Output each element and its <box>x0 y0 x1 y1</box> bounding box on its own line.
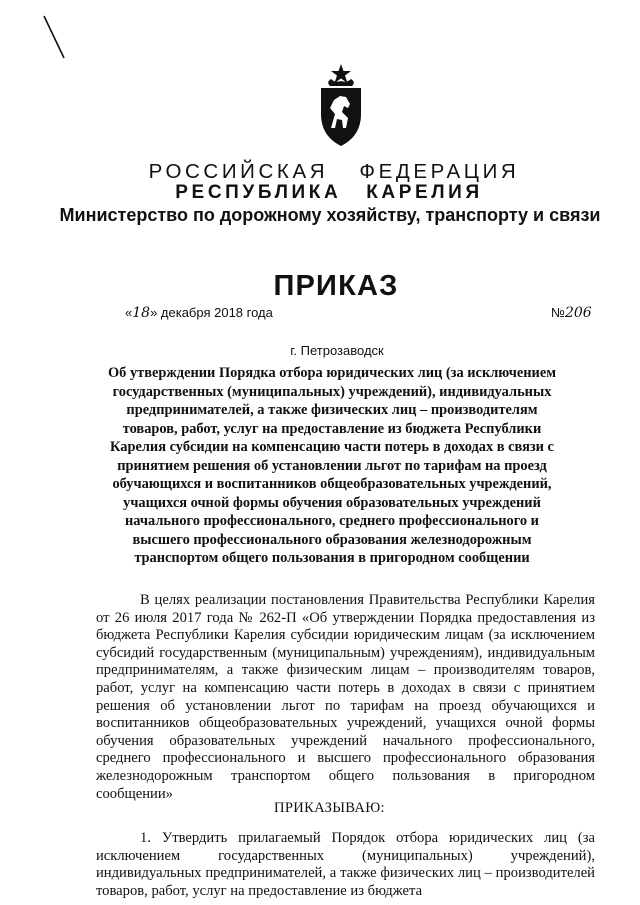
preamble-text <box>96 592 595 803</box>
ministry-heading: Министерство по дорожному хозяйству, транспорту и связи <box>59 205 601 225</box>
republic-heading: РЕСПУБЛИКА КАРЕЛИЯ <box>175 182 483 203</box>
document-number: №206 <box>551 305 592 321</box>
country-heading: РОССИЙСКАЯ ФЕДЕРАЦИЯ <box>148 160 520 183</box>
order-item-1-text: 1. Утвердить прилагаемый Порядок отбора юридических лиц (за исключением государственных (муниципальных) учреждений), индивидуальных предпринимателей, а также физических лиц – производителей товаров, работ, услуг на предоставление из бюджета <box>96 830 595 899</box>
karelia-coat-of-arms-icon <box>318 62 364 148</box>
document-city: г. Петрозаводск <box>290 343 384 358</box>
order-item-1 <box>96 830 595 900</box>
order-word: ПРИКАЗЫВАЮ: <box>274 800 385 816</box>
document-date: «18» декабря 2018 года <box>125 305 273 321</box>
pen-stroke-mark <box>40 12 70 62</box>
handwritten-day: 18 <box>132 305 151 321</box>
document-subject: Об утверждении Порядка отбора юридических лиц (за исключением государственных (муниципальных) учреждений), индивидуальных предпринимателей, а также физических лиц – производителям товаров, работ, услуг на предоставление из бюджета Республики Карелия субсидии на компенсацию части потерь в доходах в связи с принятием решения об установлении льгот по тарифам на проезд обучающихся и воспитанников общеобразовательных учреждений, учащихся очной формы обучения образовательных учреждений начального профессионального, среднего профессионального и высшего профессионального образования железнодорожным транспортом общего пользования в пригородном сообщении <box>107 365 557 566</box>
document-type-title: ПРИКАЗ <box>273 270 399 302</box>
preamble-paragraph: В целях реализации постановления Правительства Республики Карелия от 26 июля 2017 года № 262-П «Об утверждении Порядка предоставления из бюджета Республики Карелия субсидии юридическим лицам (за исключением субсидий государственным (муниципальным) учреждениям), индивидуальным предпринимателям, а также физическим лицам – производителям товаров, работ, услуг на компенсацию части потерь в доходах в связи с принятием решения об установлении льгот по тарифам на проезд обучающихся и воспитанников общеобразовательных учреждений, учащихся очной формы обучения образовательных учреждений начального профессионального, среднего профессионального и высшего профессионального образования железнодорожным транспортом общего пользования в пригородном сообщении» <box>96 592 595 802</box>
handwritten-number: 206 <box>564 305 592 321</box>
